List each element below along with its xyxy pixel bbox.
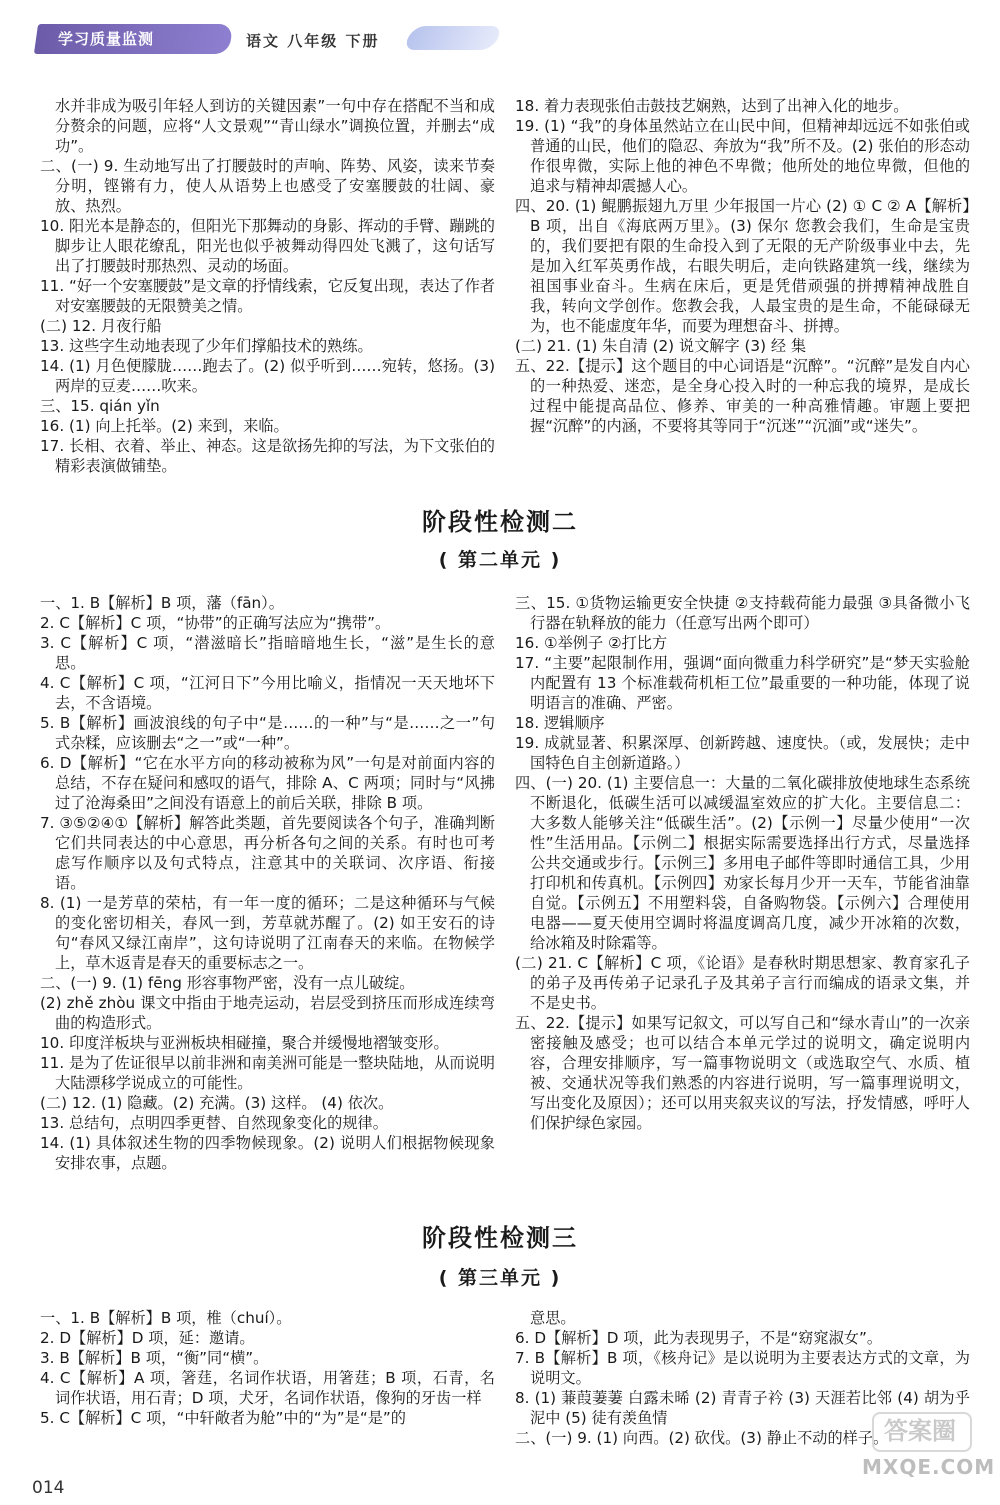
page-number: 014 xyxy=(32,1478,65,1498)
answer-item: (二) 12. (1) 隐藏。(2) 充满。(3) 这样。 (4) 依次。 xyxy=(40,1094,394,1112)
answer-item: 17. “主要”起限制作用，强调“面向微重力科学研究”是“梦天实验舱内配置有 13 个标准载荷机柜工位”最重要的一种功能，体现了说明语言的准确、严密。 xyxy=(515,654,970,712)
answer-item: 3. B【解析】B 项，“衡”同“横”。 xyxy=(40,1349,269,1367)
answer-item: 四、20. (1) 鲲鹏振翅九万里 少年报国一片心 (2) ① C ② A【解析】B 项，出自《海底两万里》。(3) 保尔 您教会我们，生命是宝贵的，我们要把有限的生命投入到了无限的无产阶级事业中去，先是加入红军英勇作战，右眼失明后，走向铁路建筑一线，继续为祖国事业奋斗。生病在床后，更是凭借顽强的拼搏精神战胜自我，转向文学创作。您教会我，人最宝贵的是生命，不能碌碌无为，也不能虚度年华，而要为理想奋斗、拼搏。 xyxy=(515,197,970,335)
answer-item: 3. C【解析】C 项，“潜滋暗长”指暗暗地生长，“滋”是生长的意思。 xyxy=(40,634,495,672)
answer-item: 13. 总结句，点明四季更替、自然现象变化的规律。 xyxy=(40,1114,388,1132)
answer-item: 19. 成就显著、积累深厚、创新跨越、速度快。（或，发展快；走中国特色自主创新道路。） xyxy=(515,734,970,772)
answer-item: 13. 这些字生动地表现了少年们撑船技术的熟练。 xyxy=(40,337,373,355)
answer-item: (二) 21. C【解析】C 项，《论语》是春秋时期思想家、教育家孔子的弟子及再传弟子记录孔子及其弟子言行而编成的语录文集，并不是史书。 xyxy=(515,954,970,1012)
answer-item: 4. C【解析】C 项，“江河日下”今用比喻义，指情况一天天地坏下去，不含语境。 xyxy=(40,674,495,712)
answer-item: 8. (1) 一是芳草的荣枯，有一年一度的循环；二是这种循环与气候的变化密切相关，春风一到，芳草就苏醒了。(2) 如王安石的诗句“春风又绿江南岸”，这句诗说明了江南春天的来临。在物候学上，草木返青是春天的重要标志之一。 xyxy=(40,894,495,972)
answer-item: 11. 是为了佐证很早以前非洲和南美洲可能是一整块陆地，从而说明大陆漂移学说成立的可能性。 xyxy=(40,1054,495,1092)
answer-item: 7. B【解析】B 项，《核舟记》是以说明为主要表达方式的文章，为说明文。 xyxy=(515,1349,970,1387)
answer-item: 意思。 xyxy=(530,1309,576,1327)
answer-item: (二) 12. 月夜行船 xyxy=(40,317,162,335)
section2-title: 阶段性检测二 xyxy=(422,508,578,536)
section2-subtitle: ( 第二单元 ) xyxy=(438,549,562,571)
section3-title: 阶段性检测三 xyxy=(422,1224,578,1252)
answer-item: 2. D【解析】D 项，延：邀请。 xyxy=(40,1329,255,1347)
watermark xyxy=(862,1412,996,1479)
page-header xyxy=(36,18,456,58)
answer-item: 10. 印度洋板块与亚洲板块相碰撞，聚合并缓慢地褶皱变形。 xyxy=(40,1034,449,1052)
answer-item: 4. C【解析】A 项，箸莛，名词作状语，用箸莛；B 项，石青，名词作状语，用石青；D 项，犬牙，名词作状语，像狗的牙齿一样 xyxy=(40,1369,495,1407)
answer-item: 二、(一) 9. (1) 向西。(2) 砍伐。(3) 静止不动的样子。 xyxy=(515,1429,889,1447)
answer-item: 二、(一) 9. 生动地写出了打腰鼓时的声响、阵势、风姿，读来节奏分明，铿锵有力，使人从语势上也感受了安塞腰鼓的壮阔、豪放、热烈。 xyxy=(40,157,495,215)
section2-right-column xyxy=(515,593,970,1133)
answer-item: 一、1. B【解析】B 项，藩（fān）。 xyxy=(40,594,284,612)
answer-item: 16. ①举例子 ②打比方 xyxy=(515,634,668,652)
watermark-site: MXQE.COM xyxy=(862,1455,996,1479)
answer-item: 四、(一) 20. (1) 主要信息一：大量的二氧化碳排放使地球生态系统不断退化，低碳生活可以减缓温室效应的扩大化。主要信息二：大多数人能够关注“低碳生活”。(2)【示例一】尽量少使用“一次性”生活用品。【示例二】根据实际需要选择出行方式，尽量选择公共交通或步行。【示例三】多用电子邮件等即时通信工具，少用打印机和传真机。【示例四】劝家长每月少开一天车，节能省油靠自觉。【示例五】不用塑料袋，自备购物袋。【示例六】合理使用电器——夏天使用空调时将温度调高几度，减少开冰箱的次数，给冰箱及时除霜等。 xyxy=(515,774,970,952)
header-subject: 语文 八年级 下册 xyxy=(246,32,380,50)
answer-item: 10. 阳光本是静态的，但阳光下那舞动的身影、挥动的手臂、蹦跳的脚步让人眼花缭乱，阳光也似乎被舞动得四处飞溅了，这句话写出了打腰鼓时那热烈、灵动的场面。 xyxy=(40,217,495,275)
watermark-mark: 答案圈 xyxy=(884,1417,956,1445)
answer-item: 14. (1) 月色便朦胧……跑去了。(2) 似乎听到……宛转，悠扬。(3) 两岸的豆麦……吹来。 xyxy=(40,357,495,395)
answer-item: 18. 着力表现张伯击鼓技艺娴熟，达到了出神入化的地步。 xyxy=(515,97,909,115)
answer-item: 18. 逻辑顺序 xyxy=(515,714,605,732)
answer-item: 19. (1) “我”的身体虽然站立在山民中间，但精神却远远不如张伯或普通的山民，他们的隐忍、奔放为“我”所不及。(2) 张伯的形态动作很卑微，实际上他的神色不卑微；他所处的地位卑微，但他的追求与精神却震撼人心。 xyxy=(515,117,970,195)
answer-item: 五、22.【提示】这个题目的中心词语是“沉醉”。“沉醉”是发自内心的一种热爱、迷恋，是全身心投入时的一种忘我的境界，是成长过程中能提高品位、修养、审美的一种高雅情趣。审题上要把握“沉醉”的内涵，不要将其等同于“沉迷”“沉湎”或“迷失”。 xyxy=(515,357,970,435)
answer-item: 6. D【解析】“它在水平方向的移动被称为风”一句是对前面内容的总结，不存在疑问和感叹的语气，排除 A、C 两项；同时与“风拂过了沧海桑田”之间没有语意上的前后关联，排除 B 项。 xyxy=(40,754,495,812)
answer-item: 11. “好一个安塞腰鼓”是文章的抒情线索，它反复出现，表达了作者对安塞腰鼓的无限赞美之情。 xyxy=(40,277,495,315)
answer-item: 5. B【解析】画波浪线的句子中“是……的一种”与“是……之一”句式杂糅，应该删去“之一”或“一种”。 xyxy=(40,714,495,752)
answer-item: 6. D【解析】D 项，此为表现男子，不是“窈窕淑女”。 xyxy=(515,1329,883,1347)
answer-item: 三、15. qián yǐn xyxy=(40,397,160,415)
answer-item: (2) zhě zhòu 课文中指由于地壳运动，岩层受到挤压而形成连续弯曲的构造形式。 xyxy=(40,994,495,1032)
answer-item: 17. 长相、衣着、举止、神态。这是欲扬先抑的写法，为下文张伯的精彩表演做铺垫。 xyxy=(40,437,495,475)
answer-item: 5. C【解析】C 项，“中轩敞者为舱”中的“为”是“是”的 xyxy=(40,1409,406,1427)
answer-item: 一、1. B【解析】B 项，椎（chuí）。 xyxy=(40,1309,292,1327)
section2-left-column xyxy=(40,593,495,1173)
header-brand: 学习质量监测 xyxy=(58,30,155,48)
answer-item: 14. (1) 具体叙述生物的四季物候现象。(2) 说明人们根据物候现象安排农事，点题。 xyxy=(40,1134,495,1172)
section3-left-column xyxy=(40,1308,495,1428)
answer-item: 2. C【解析】C 项，“协带”的正确写法应为“携带”。 xyxy=(40,614,391,632)
answer-item: 二、(一) 9. (1) fēng 形容事物严密，没有一点儿破绽。 xyxy=(40,974,415,992)
answer-item: 水并非成为吸引年轻人到访的关键因素”一句中存在搭配不当和成分赘余的问题，应将“人文景观”“青山绿水”调换位置，并删去“成功”。 xyxy=(55,97,495,155)
section1-left-column xyxy=(40,96,495,476)
answer-item: 7. ③⑤②④①【解析】解答此类题，首先要阅读各个句子，准确判断它们共同表达的中心意思，再分析各句之间的关系。有时也可考虑写作顺序以及句式特点，注意其中的关联词、次序语、衔接语。 xyxy=(40,814,495,892)
answer-item: (二) 21. (1) 朱自清 (2) 说文解字 (3) 经 集 xyxy=(515,337,807,355)
answer-item: 16. (1) 向上托举。(2) 来到，来临。 xyxy=(40,417,289,435)
answer-item: 8. (1) 蒹葭萋萋 白露未晞 (2) 青青子衿 (3) 天涯若比邻 (4) 胡为乎泥中 (5) 徒有羡鱼情 xyxy=(515,1389,970,1427)
header-decoration xyxy=(402,26,503,50)
section3-subtitle: ( 第三单元 ) xyxy=(438,1267,562,1289)
answer-item: 五、22.【提示】如果写记叙文，可以写自己和“绿水青山”的一次亲密接触及感受；也可以结合本单元学过的说明文，确定说明内容，合理安排顺序，写一篇事物说明文（或选取空气、水质、植被、交通状况等我们熟悉的内容进行说明，写一篇事理说明文，写出变化及原因）；还可以用夹叙夹议的写法，抒发情感，呼吁人们保护绿色家园。 xyxy=(515,1014,970,1132)
section1-right-column xyxy=(515,96,970,436)
answer-item: 三、15. ①货物运输更安全快捷 ②支持载荷能力最强 ③具备微小飞行器在轨释放的能力（任意写出两个即可） xyxy=(515,594,970,632)
